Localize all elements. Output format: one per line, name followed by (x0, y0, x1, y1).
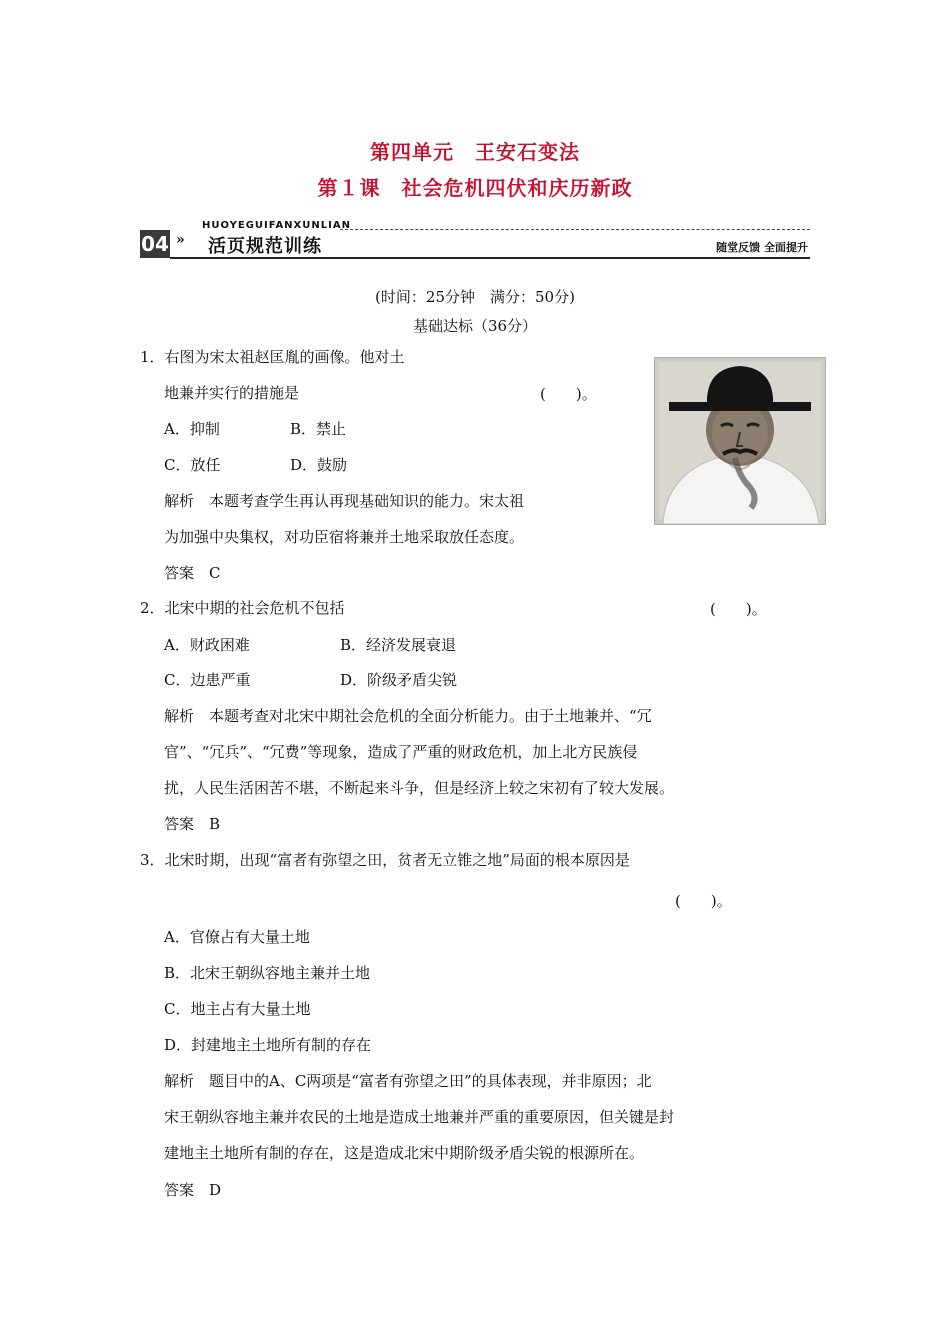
q2-analysis-line3: 扰，人民生活困苦不堪，不断起来斗争，但是经济上较之宋初有了较大发展。 (164, 779, 675, 797)
q2-option-b: B．经济发展衰退 (340, 636, 457, 654)
q3-analysis-line2: 宋王朝纵容地主兼并农民的土地是造成土地兼并严重的重要原因，但关键是封 (164, 1108, 675, 1126)
unit-title: 第四单元 王安石变法 (370, 140, 580, 164)
q3-analysis-line1: 解析 题目中的A、C两项是“富者有弥望之田”的具体表现，并非原因；北 (164, 1072, 652, 1090)
q1-answer-blank: ( )。 (540, 385, 597, 403)
q3-answer: 答案 D (164, 1181, 222, 1199)
q3-answer-blank: ( )。 (675, 892, 732, 910)
q2-stem: 2．北宋中期的社会危机不包括 (140, 599, 345, 617)
q3-stem: 3．北宋时期，出现“富者有弥望之田，贫者无立锥之地”局面的根本原因是 (140, 851, 630, 869)
q1-option-c: C．放任 (164, 456, 221, 474)
q2-option-d: D．阶级矛盾尖锐 (340, 671, 458, 689)
q2-analysis-line2: 官”、“冗兵”、“冗费”等现象，造成了严重的财政危机，加上北方民族侵 (164, 743, 638, 761)
q1-option-b: B．禁止 (290, 420, 347, 438)
banner-right-text: 随堂反馈 全面提升 (716, 241, 808, 254)
banner-bottom-rule (170, 257, 810, 259)
section-heading: 基础达标（36分） (412, 317, 538, 335)
banner-top-rule (340, 229, 810, 230)
q2-option-c: C．边患严重 (164, 671, 251, 689)
banner-label: 活页规范训练 (208, 236, 322, 257)
q3-option-a: A．官僚占有大量土地 (164, 928, 310, 946)
q1-stem-line2: 地兼并实行的措施是 (164, 384, 300, 402)
time-score-line: (时间：25分钟 满分：50分) (375, 288, 575, 306)
exercise-banner (140, 220, 810, 260)
lesson-title: 第１课 社会危机四伏和庆历新政 (317, 176, 633, 200)
banner-pinyin: HUOYEGUIFANXUNLIAN (202, 220, 351, 231)
q1-analysis-line2: 为加强中央集权，对功臣宿将兼并土地采取放任态度。 (164, 528, 525, 546)
q2-answer-blank: ( )。 (710, 600, 767, 618)
banner-number: 04 (141, 232, 169, 256)
q3-option-b: B．北宋王朝纵容地主兼并土地 (164, 964, 371, 982)
chevron-right-icon: » (176, 232, 185, 248)
q1-analysis-line1: 解析 本题考查学生再认再现基础知识的能力。宋太祖 (164, 492, 525, 510)
emperor-portrait-image (654, 357, 826, 525)
q3-option-c: C．地主占有大量土地 (164, 1000, 311, 1018)
q2-analysis-line1: 解析 本题考查对北宋中期社会危机的全面分析能力。由于土地兼并、“冗 (164, 707, 652, 725)
q1-option-d: D．鼓励 (290, 456, 348, 474)
q3-option-d: D．封建地主土地所有制的存在 (164, 1036, 372, 1054)
q1-stem-line1: 1．右图为宋太祖赵匡胤的画像。他对土 (140, 348, 405, 366)
q3-analysis-line3: 建地主土地所有制的存在，这是造成北宋中期阶级矛盾尖锐的根源所在。 (164, 1144, 645, 1162)
q1-answer: 答案 C (164, 564, 221, 582)
q2-option-a: A．财政困难 (164, 636, 250, 654)
q2-answer: 答案 B (164, 815, 221, 833)
q1-option-a: A．抑制 (164, 420, 220, 438)
